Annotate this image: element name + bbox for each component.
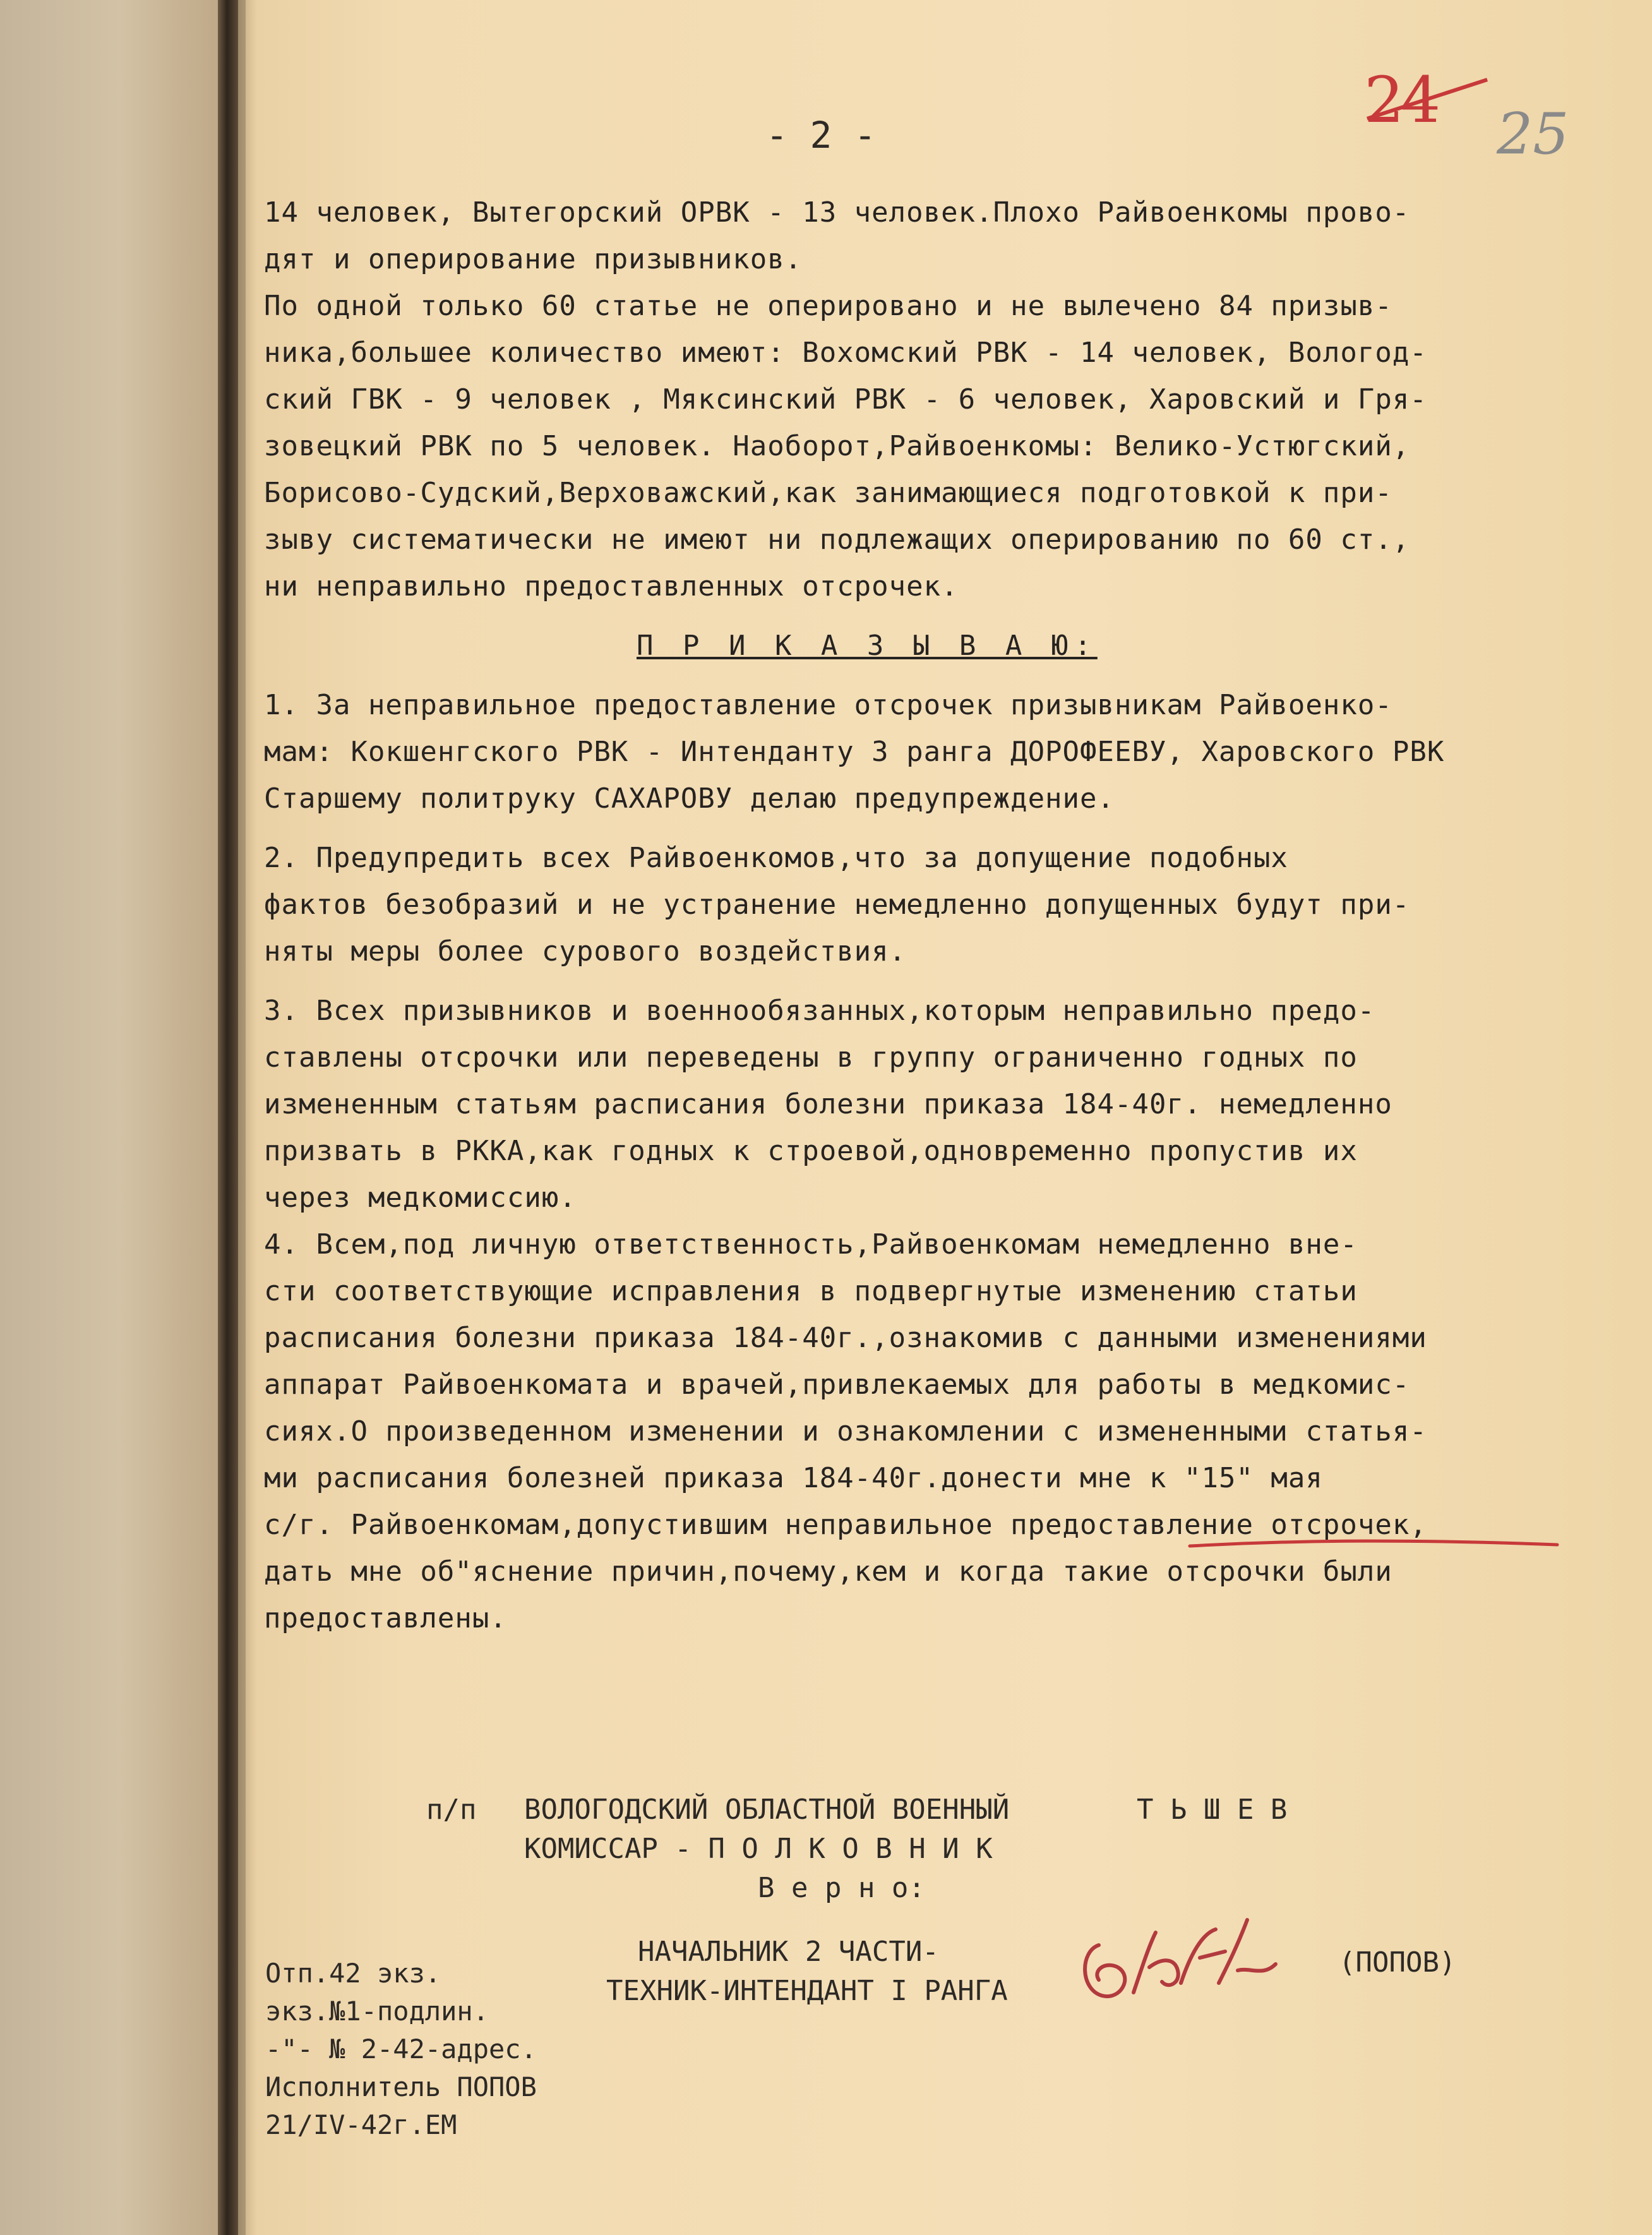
footer-line: Отп.42 экз.	[265, 1958, 441, 1989]
order-item-2-line: 2. Предупредить всех Райвоенкомов,что за допущение подобных	[264, 842, 1288, 874]
order-item-1-line: Старшему политруку САХАРОВУ делаю предупреждение.	[264, 782, 1115, 815]
commissar-surname: Т Ь Ш Е В	[1137, 1794, 1288, 1826]
chief-block	[606, 1932, 1080, 2011]
verno-label: В е р н о:	[758, 1872, 925, 1904]
order-item-4-line: расписания болезни приказа 184-40г.,ознакомив с данными изменениями	[264, 1322, 1427, 1354]
book-spine	[218, 0, 238, 2235]
footer-line: Исполнитель ПОПОВ	[265, 2071, 537, 2102]
order-item-3-line: призвать в РККА,как годных к строевой,одновременно пропустив их	[264, 1135, 1358, 1167]
order-item-3-line: через медкомиссию.	[264, 1182, 577, 1214]
order-item-1-line: 1. За неправильное предоставление отсрочек призывникам Райвоенко-	[264, 689, 1392, 721]
order-item-4-line: предоставлены.	[264, 1602, 507, 1634]
binding-shadow	[238, 0, 246, 2235]
commissar-title-line1: ВОЛОГОДСКИЙ ОБЛАСТНОЙ ВОЕННЫЙ	[524, 1794, 1010, 1826]
archive-sheet-number	[1364, 63, 1617, 189]
order-item-3-line: 3. Всех призывников и военнообязанных,которым неправильно предо-	[264, 995, 1375, 1027]
commissar-title-line2: КОМИССАР - П О Л К О В Н И К	[524, 1833, 993, 1865]
footer-line: экз.№1-подлин.	[265, 1996, 489, 2027]
chief-title-line1: НАЧАЛЬНИК 2 ЧАСТИ-	[638, 1936, 939, 1968]
red-pencil-underline	[1187, 1532, 1560, 1555]
body-line: ника,большее количество имеют: Вохомский РВК - 14 человек, Вологод-	[264, 337, 1427, 369]
footer-line: 21/IV-42г.ЕМ	[265, 2109, 457, 2140]
signature-block	[404, 1790, 1604, 1908]
document-body	[264, 189, 1596, 1642]
body-line: 14 человек, Вытегорский ОРВК - 13 человек.Плохо Райвоенкомы прово-	[264, 196, 1410, 229]
left-adjacent-page	[0, 0, 218, 2235]
order-item-4-line: сиях.О произведенном изменении и ознакомлении с измененными статья-	[264, 1415, 1427, 1447]
order-item-4-line: аппарат Райвоенкомата и врачей,привлекаемых для работы в медкомис-	[264, 1369, 1410, 1401]
order-item-1-line: мам: Кокшенгского РВК - Интенданту 3 ранга ДОРОФЕЕВУ, Харовского РВК	[264, 736, 1445, 768]
order-item-2-line: фактов безобразий и не устранение немедленно допущенных будут при-	[264, 889, 1410, 921]
chief-title-line2: ТЕХНИК-ИНТЕНДАНТ I РАНГА	[606, 1975, 1008, 2007]
footer-line: -"- № 2-42-адрес.	[265, 2034, 537, 2064]
archive-old-number: 24	[1364, 63, 1437, 137]
pp-mark: п/п	[426, 1794, 477, 1826]
order-item-4-line: сти соответствующие исправления в подвергнутые изменению статьи	[264, 1275, 1358, 1307]
order-item-3-line: измененным статьям расписания болезни приказа 184-40г. немедленно	[264, 1088, 1392, 1120]
body-line: По одной только 60 статье не оперировано и не вылечено 84 призыв-	[264, 290, 1392, 322]
body-line: ни неправильно предоставленных отсрочек.	[264, 570, 959, 602]
order-item-3-line: ставлены отсрочки или переведены в группу ограниченно годных по	[264, 1041, 1358, 1074]
order-heading: П Р И К А З Ы В А Ю:	[637, 630, 1098, 662]
body-line: ский ГВК - 9 человек , Мяксинский РВК - 6 человек, Харовский и Гря-	[264, 383, 1427, 416]
body-line: зовецкий РВК по 5 человек. Наоборот,Райвоенкомы: Велико-Устюгский,	[264, 430, 1410, 462]
body-line: зыву систематически не имеют ни подлежащих оперированию по 60 ст.,	[264, 524, 1410, 556]
handwritten-signature	[1074, 1907, 1282, 2015]
order-item-4-line: ми расписания болезней приказа 184-40г.донести мне к "15" мая	[264, 1462, 1323, 1494]
page-number: - 2 -	[765, 114, 877, 157]
body-line: дят и оперирование призывников.	[264, 243, 803, 275]
order-item-4-line: 4. Всем,под личную ответственность,Райвоенкомам немедленно вне-	[264, 1228, 1358, 1261]
order-item-4-line: дать мне об"яснение причин,почему,кем и когда такие отсрочки были	[264, 1555, 1392, 1588]
body-line: Борисово-Судский,Верховажский,как занимающиеся подготовкой к при-	[264, 477, 1392, 509]
order-item-2-line: няты меры более сурового воздействия.	[264, 935, 907, 968]
chief-name: (ПОПОВ)	[1339, 1946, 1456, 1979]
order-item-4-line: с/г. Райвоенкомам,допустившим неправильное предоставление отсрочек,	[264, 1509, 1427, 1541]
archive-new-number: 25	[1497, 101, 1569, 167]
